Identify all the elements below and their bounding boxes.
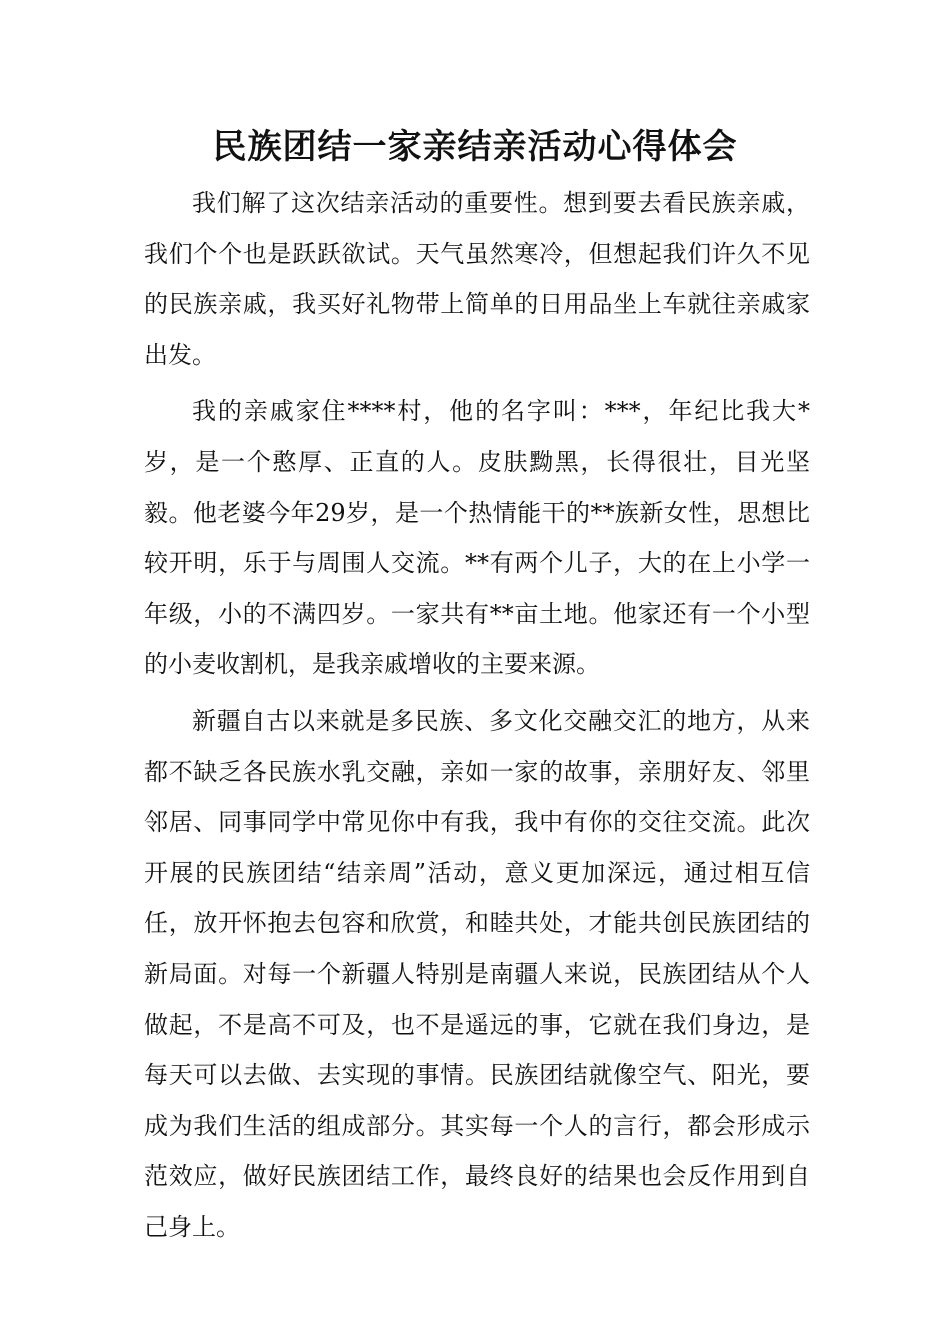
document-body bbox=[144, 178, 810, 1258]
paragraph-3: 新疆自古以来就是多民族、多文化交融交汇的地方，从来都不缺乏各民族水乳交融，亲如一家的故事，亲朋好友、邻里邻居、同事同学中常见你中有我，我中有你的交往交流。此次开展的民族团结“结亲周”活动，意义更加深远，通过相互信任，放开怀抱去包容和欣赏，和睦共处，才能共创民族团结的新局面。对每一个新疆人特别是南疆人来说，民族团结从个人做起，不是高不可及，也不是遥远的事，它就在我们身边，是每天可以去做、去实现的事情。民族团结就像空气、阳光，要成为我们生活的组成部分。其实每一个人的言行，都会形成示范效应，做好民族团结工作，最终良好的结果也会反作用到自己身上。 bbox=[144, 706, 810, 1241]
paragraph-1: 我们解了这次结亲活动的重要性。想到要去看民族亲戚，我们个个也是跃跃欲试。天气虽然寒冷，但想起我们许久不见的民族亲戚，我买好礼物带上简单的日用品坐上车就往亲戚家出发。 bbox=[144, 189, 810, 369]
document-title: 民族团结一家亲结亲活动心得体会 bbox=[212, 127, 738, 167]
paragraph-2: 我的亲戚家住****村，他的名字叫：***，年纪比我大*岁，是一个憨厚、正直的人。皮肤黝黑，长得很壮，目光坚毅。他老婆今年29岁，是一个热情能干的**族新女性，思想比较开明，乐于与周围人交流。**有两个儿子，大的在上小学一年级，小的不满四岁。一家共有**亩土地。他家还有一个小型的小麦收割机，是我亲戚增收的主要来源。 bbox=[144, 397, 810, 679]
